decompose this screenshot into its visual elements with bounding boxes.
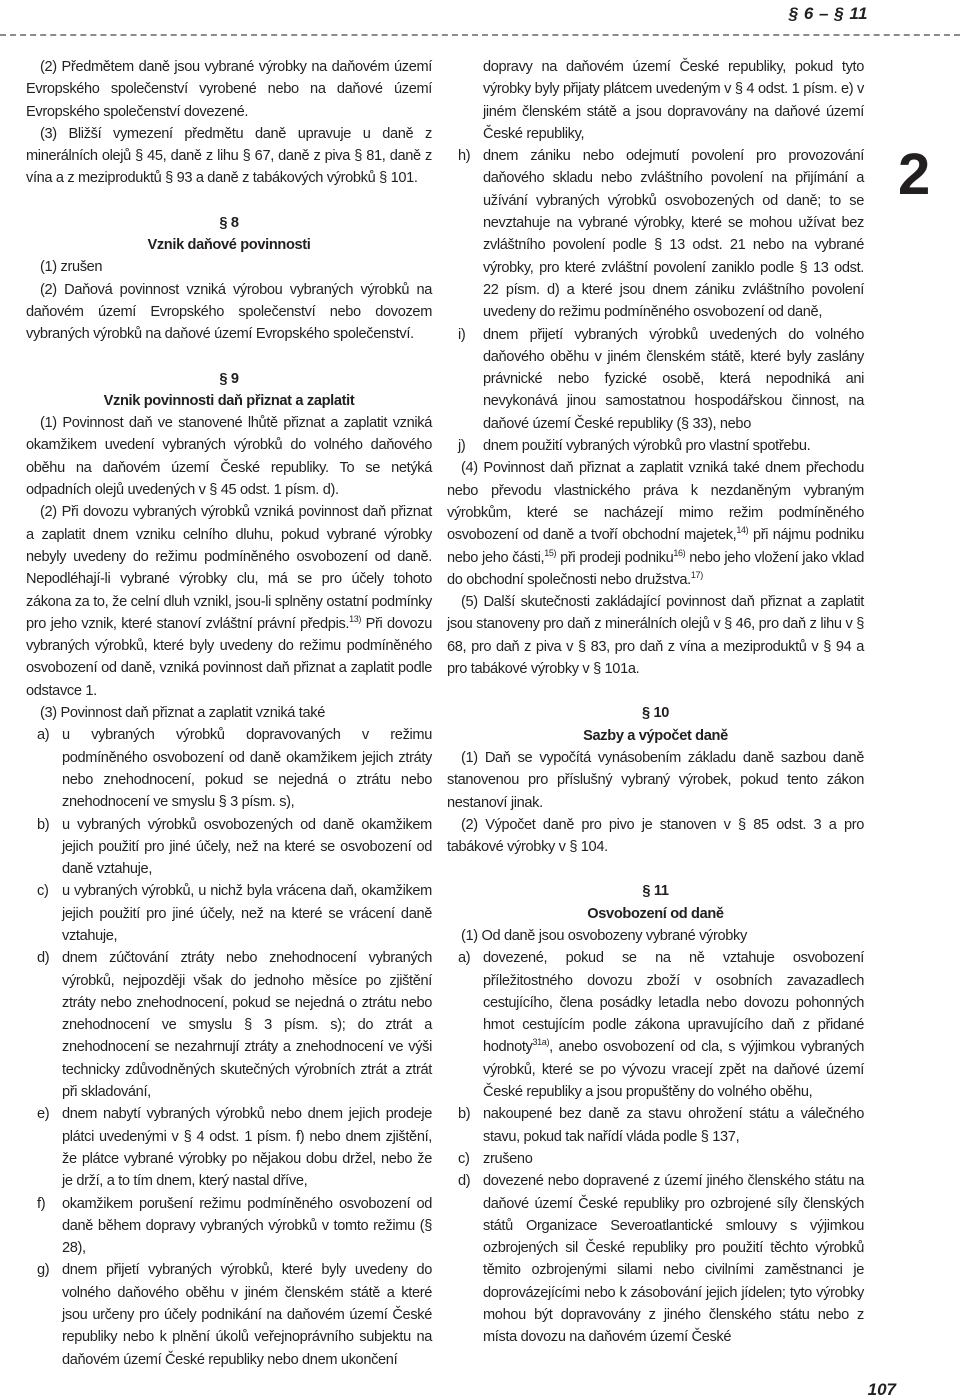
list-item bbox=[26, 1259, 432, 1370]
list-item-label: c) bbox=[37, 883, 49, 900]
section-9-title: Vznik povinnosti daň přiznat a zaplatit bbox=[103, 392, 355, 409]
chapter-marker: 2 bbox=[898, 142, 931, 207]
list-item-label: c) bbox=[458, 1150, 470, 1167]
list-item-label: e) bbox=[37, 1106, 50, 1123]
left-column bbox=[26, 56, 432, 1371]
list-item-text: dnem přijetí vybraných výrobků, které byly uvedeny do volného daňového oběhu v jiném členském státě a které jsou určeny pro účely podnikání na daňovém území České republiky nebo k plnění úkolů veřejnoprávního subjektu na daňovém území České republiky nebo dnem ukončení bbox=[62, 1262, 432, 1368]
list-item-text: dnem přijetí vybraných výrobků uvedených do volného daňového oběhu v jiném členském státě, které byly zaslány právnické nebo fyzické osobě, která nepodniká ani nevykonává jinou samostatnou hospodářskou činnost, na daňové území České republiky (§ 33), nebo bbox=[483, 326, 864, 432]
list-item-text: dnem nabytí vybraných výrobků nebo dnem jejich prodeje plátci uvedenými v § 4 odst. 1 písm. f) nebo dnem zjištění, že plátce vybrané výrobky po nějakou dobu držel, nebo že je drží, a to tím dnem, který nastal dříve, bbox=[62, 1106, 432, 1190]
footnote-ref: 16) bbox=[673, 547, 686, 558]
list-item bbox=[26, 814, 432, 881]
list-item-label: d) bbox=[37, 950, 50, 967]
section-10-para-2: (2) Výpočet daně pro pivo je stanoven v § 85 odst. 3 a pro tabákové výrobky v § 104. bbox=[447, 816, 864, 856]
list-item-label: b) bbox=[458, 1106, 471, 1123]
list-item bbox=[447, 324, 864, 435]
list-item bbox=[26, 1103, 432, 1192]
section-11-para-1: (1) Od daně jsou osvobozeny vybrané výrobky bbox=[461, 927, 747, 944]
section-8-title: Vznik daňové povinnosti bbox=[147, 237, 311, 254]
list-item bbox=[26, 880, 432, 947]
section-9-para-4-text: (4) Povinnost daň přiznat a zaplatit vzniká také dnem přechodu nebo převodu vlastnického práva k nezdaněným vybraným výrobkům, které se nacházejí mimo režim podmíněného osvobození od daně a tvoří obchodní majetek, bbox=[447, 460, 864, 544]
list-item-label: g) bbox=[37, 1262, 50, 1279]
list-item-text: dovezené nebo dopravené z území jiného členského státu na daňové území České republiky pro ozbrojené síly členských států Organizace Severoatlantické smlouvy s výjimkou ozbrojených sil České republiky pro použití těchto výrobků těmito ozbrojenými silami nebo civilními zaměstnanci je doprovázejícími nebo k zásobování jejich jídelen; tyto výrobky mohou být dopravovány z jiného členského státu nebo z místa dovozu na daňovém území České bbox=[483, 1173, 864, 1346]
list-item-label: a) bbox=[458, 950, 471, 967]
footnote-ref: 31a) bbox=[532, 1037, 550, 1048]
section-9-para-3: (3) Povinnost daň přiznat a zaplatit vzniká také bbox=[40, 705, 325, 722]
section-9-para-4-text: nebo jeho vložení jako vklad do obchodní společnosti nebo družstva. bbox=[447, 549, 864, 588]
list-item-text: u vybraných výrobků osvobozených od daně okamžikem jejich použití pro jiné účely, než na které se osvobození od daně vztahuje, bbox=[62, 816, 432, 878]
section-9-para-2-text: Při dovozu vybraných výrobků, které byly uvedeny do režimu podmíněného osvobození od daně, vzniká povinnost daň přiznat a zaplatit podle odstavce 1. bbox=[26, 615, 433, 699]
list-item bbox=[447, 947, 864, 1103]
list-item bbox=[447, 1170, 864, 1348]
section-10-title: Sazby a výpočet daně bbox=[583, 727, 728, 744]
list-item-text: u vybraných výrobků, u nichž byla vrácena daň, okamžikem jejich použití pro jiné účely, než na které se vrácení daně vztahuje, bbox=[62, 883, 432, 944]
section-9-para-4-text: při prodeji podniku bbox=[556, 549, 674, 566]
list-item-text: dopravy na daňovém území České republiky, pokud tyto výrobky byly přijaty plátcem uvedeným v § 4 odst. 1 písm. e) v jiném členském státě a jsou dopravovány na daňové území České republiky, bbox=[483, 59, 864, 142]
list-item bbox=[447, 1103, 864, 1148]
list-item-text: dnem použití vybraných výrobků pro vlastní spotřebu. bbox=[483, 438, 811, 455]
list-item-text: dnem zúčtování ztráty nebo znehodnocení vybraných výrobků, nejpozději však do jednoho měsíce po zjištění ztráty nebo znehodnocení, pokud se nejedná o ztrátu nebo znehodnocení ve smyslu § 3 písm. s); do ztrát a znehodnocení se nezahrnují ztráty a znehodnocení ve výši technicky zdůvodněných skutečných výrobních ztrát a ztrát při skladování, bbox=[62, 950, 432, 1101]
list-item-label: f) bbox=[37, 1195, 46, 1212]
section-8-para-1: (1) zrušen bbox=[40, 259, 103, 276]
section-10-number: § 10 bbox=[641, 705, 669, 722]
list-item-label: d) bbox=[458, 1173, 471, 1190]
list-item bbox=[26, 1193, 432, 1260]
list-item-text: okamžikem porušení režimu podmíněného osvobození od daně během dopravy vybraných výrobků v tomto režimu (§ 28), bbox=[62, 1195, 432, 1257]
footnote-ref: 13) bbox=[349, 613, 362, 624]
paragraph-scope: (3) Bližší vymezení předmětu daně upravuje u daně z minerálních olejů § 45, daně z lihu § 67, daně z piva § 81, daně z vína a z meziproduktů § 93 a daně z tabákových výrobků § 101. bbox=[26, 125, 432, 187]
list-item-text: dnem zániku nebo odejmutí povolení pro provozování daňového skladu nebo zvláštního povolení na přijímání a užívání vybraných výrobků osvobozených od daně; to se nevztahuje na vybrané výrobky, které se mohou užívat bez zvláštního povolení podle § 13 odst. 21 nebo na vybrané výrobky, pro které zvláštní povolení zaniklo podle § 13 odst. 22 písm. d) a které jsou dnem zániku zvláštního povolení uvedeny do režimu podmíněného osvobození od daně, bbox=[483, 148, 864, 321]
list-item-label: a) bbox=[37, 727, 50, 744]
section-11-title: Osvobození od daně bbox=[587, 905, 724, 922]
list-item bbox=[26, 947, 432, 1103]
section-8-number: § 8 bbox=[219, 214, 239, 231]
footnote-ref: 15) bbox=[544, 547, 557, 558]
list-item-label: h) bbox=[458, 148, 471, 165]
list-item bbox=[447, 1148, 864, 1170]
list-item bbox=[26, 724, 432, 813]
list-item bbox=[447, 435, 864, 457]
section-9-para-2 bbox=[26, 501, 432, 702]
section-9-number: § 9 bbox=[219, 370, 239, 387]
running-head: § 6 – § 11 bbox=[788, 4, 868, 23]
section-9-para-5: (5) Další skutečnosti zakládající povinnost daň přiznat a zaplatit jsou stanoveny pro daň z minerálních olejů v § 46, pro daň z lihu v § 68, pro daň z piva v § 83, pro daň z vína a meziproduktů v § 94 a pro tabákové výrobky v § 101a. bbox=[447, 594, 864, 678]
section-9-para-1: (1) Povinnost daň ve stanovené lhůtě přiznat a zaplatit vzniká okamžikem uvedení vybraných výrobků do volného daňového oběhu na daňovém území České republiky. To se netýká odpadních olejů uvedených v § 45 odst. 1 písm. d). bbox=[26, 415, 432, 499]
list-item-label: j) bbox=[458, 438, 466, 455]
list-item-text: zrušeno bbox=[483, 1150, 533, 1167]
section-9-para-2-text: (2) Při dovozu vybraných výrobků vzniká povinnost daň přiznat a zaplatit dnem vzniku celního dluhu, pokud vybrané výrobky nebyly uvedeny do režimu podmíněného osvobození od daně. Nepodléhají-li vybrané výrobky clu, má se pro účely tohoto zákona za to, že celní dluh vznikl, jsou-li splněny ostatní podmínky pro jeho vznik, které stanoví zvláštní právní předpis. bbox=[26, 504, 432, 632]
list-item bbox=[447, 145, 864, 323]
list-item-label: b) bbox=[37, 816, 50, 833]
footnote-ref: 17) bbox=[690, 569, 703, 580]
section-11-number: § 11 bbox=[642, 883, 669, 900]
footnote-ref: 14) bbox=[736, 525, 749, 536]
page-number: 107 bbox=[867, 1380, 896, 1399]
section-10-para-1: (1) Daň se vypočítá vynásobením základu daně sazbou daně stanovenou pro příslušný vybraný výrobek, pokud tento zákon nestanoví jinak. bbox=[447, 749, 864, 811]
section-8-para-2: (2) Daňová povinnost vzniká výrobou vybraných výrobků na daňovém území Evropského společenství nebo dovozem vybraných výrobků na daňové území Evropského společenství. bbox=[26, 281, 432, 343]
list-item-continued bbox=[447, 56, 864, 145]
list-item-label: i) bbox=[458, 326, 466, 343]
paragraph-subject: (2) Předmětem daně jsou vybrané výrobky na daňovém území Evropského společenství vyrobené nebo na daňové území Evropského společenství dovezené. bbox=[26, 59, 432, 120]
section-9-para-4 bbox=[447, 457, 864, 591]
list-item-text: u vybraných výrobků dopravovaných v režimu podmíněného osvobození od daně okamžikem jejich ztráty nebo znehodnocení, pokud se nejedná o ztrátu nebo znehodnocení ve smyslu § 3 písm. s), bbox=[62, 727, 432, 811]
list-item-text: nakoupené bez daně za stavu ohrožení státu a válečného stavu, pokud tak nařídí vláda podle § 137, bbox=[483, 1106, 864, 1145]
section-9-para-4-text: při nájmu podniku nebo jeho části, bbox=[447, 527, 864, 566]
header-divider bbox=[0, 34, 960, 37]
right-column bbox=[447, 56, 864, 1349]
list-item-text: dovezené, pokud se na ně vztahuje osvobození příležitostného dovozu zboží v osobních zavazadlech cestujícího, člena posádky letadla nebo dovozu pohonných hmot cestujícím podle zákona upravujícího daň z přidané hodnoty$^{31a)}$, anebo osvobození od cla, s výjimkou vybraných výrobků, které se po vývozu vracejí zpět na daňové území České republiky a jsou propuštěny do volného oběhu, bbox=[483, 950, 864, 1101]
